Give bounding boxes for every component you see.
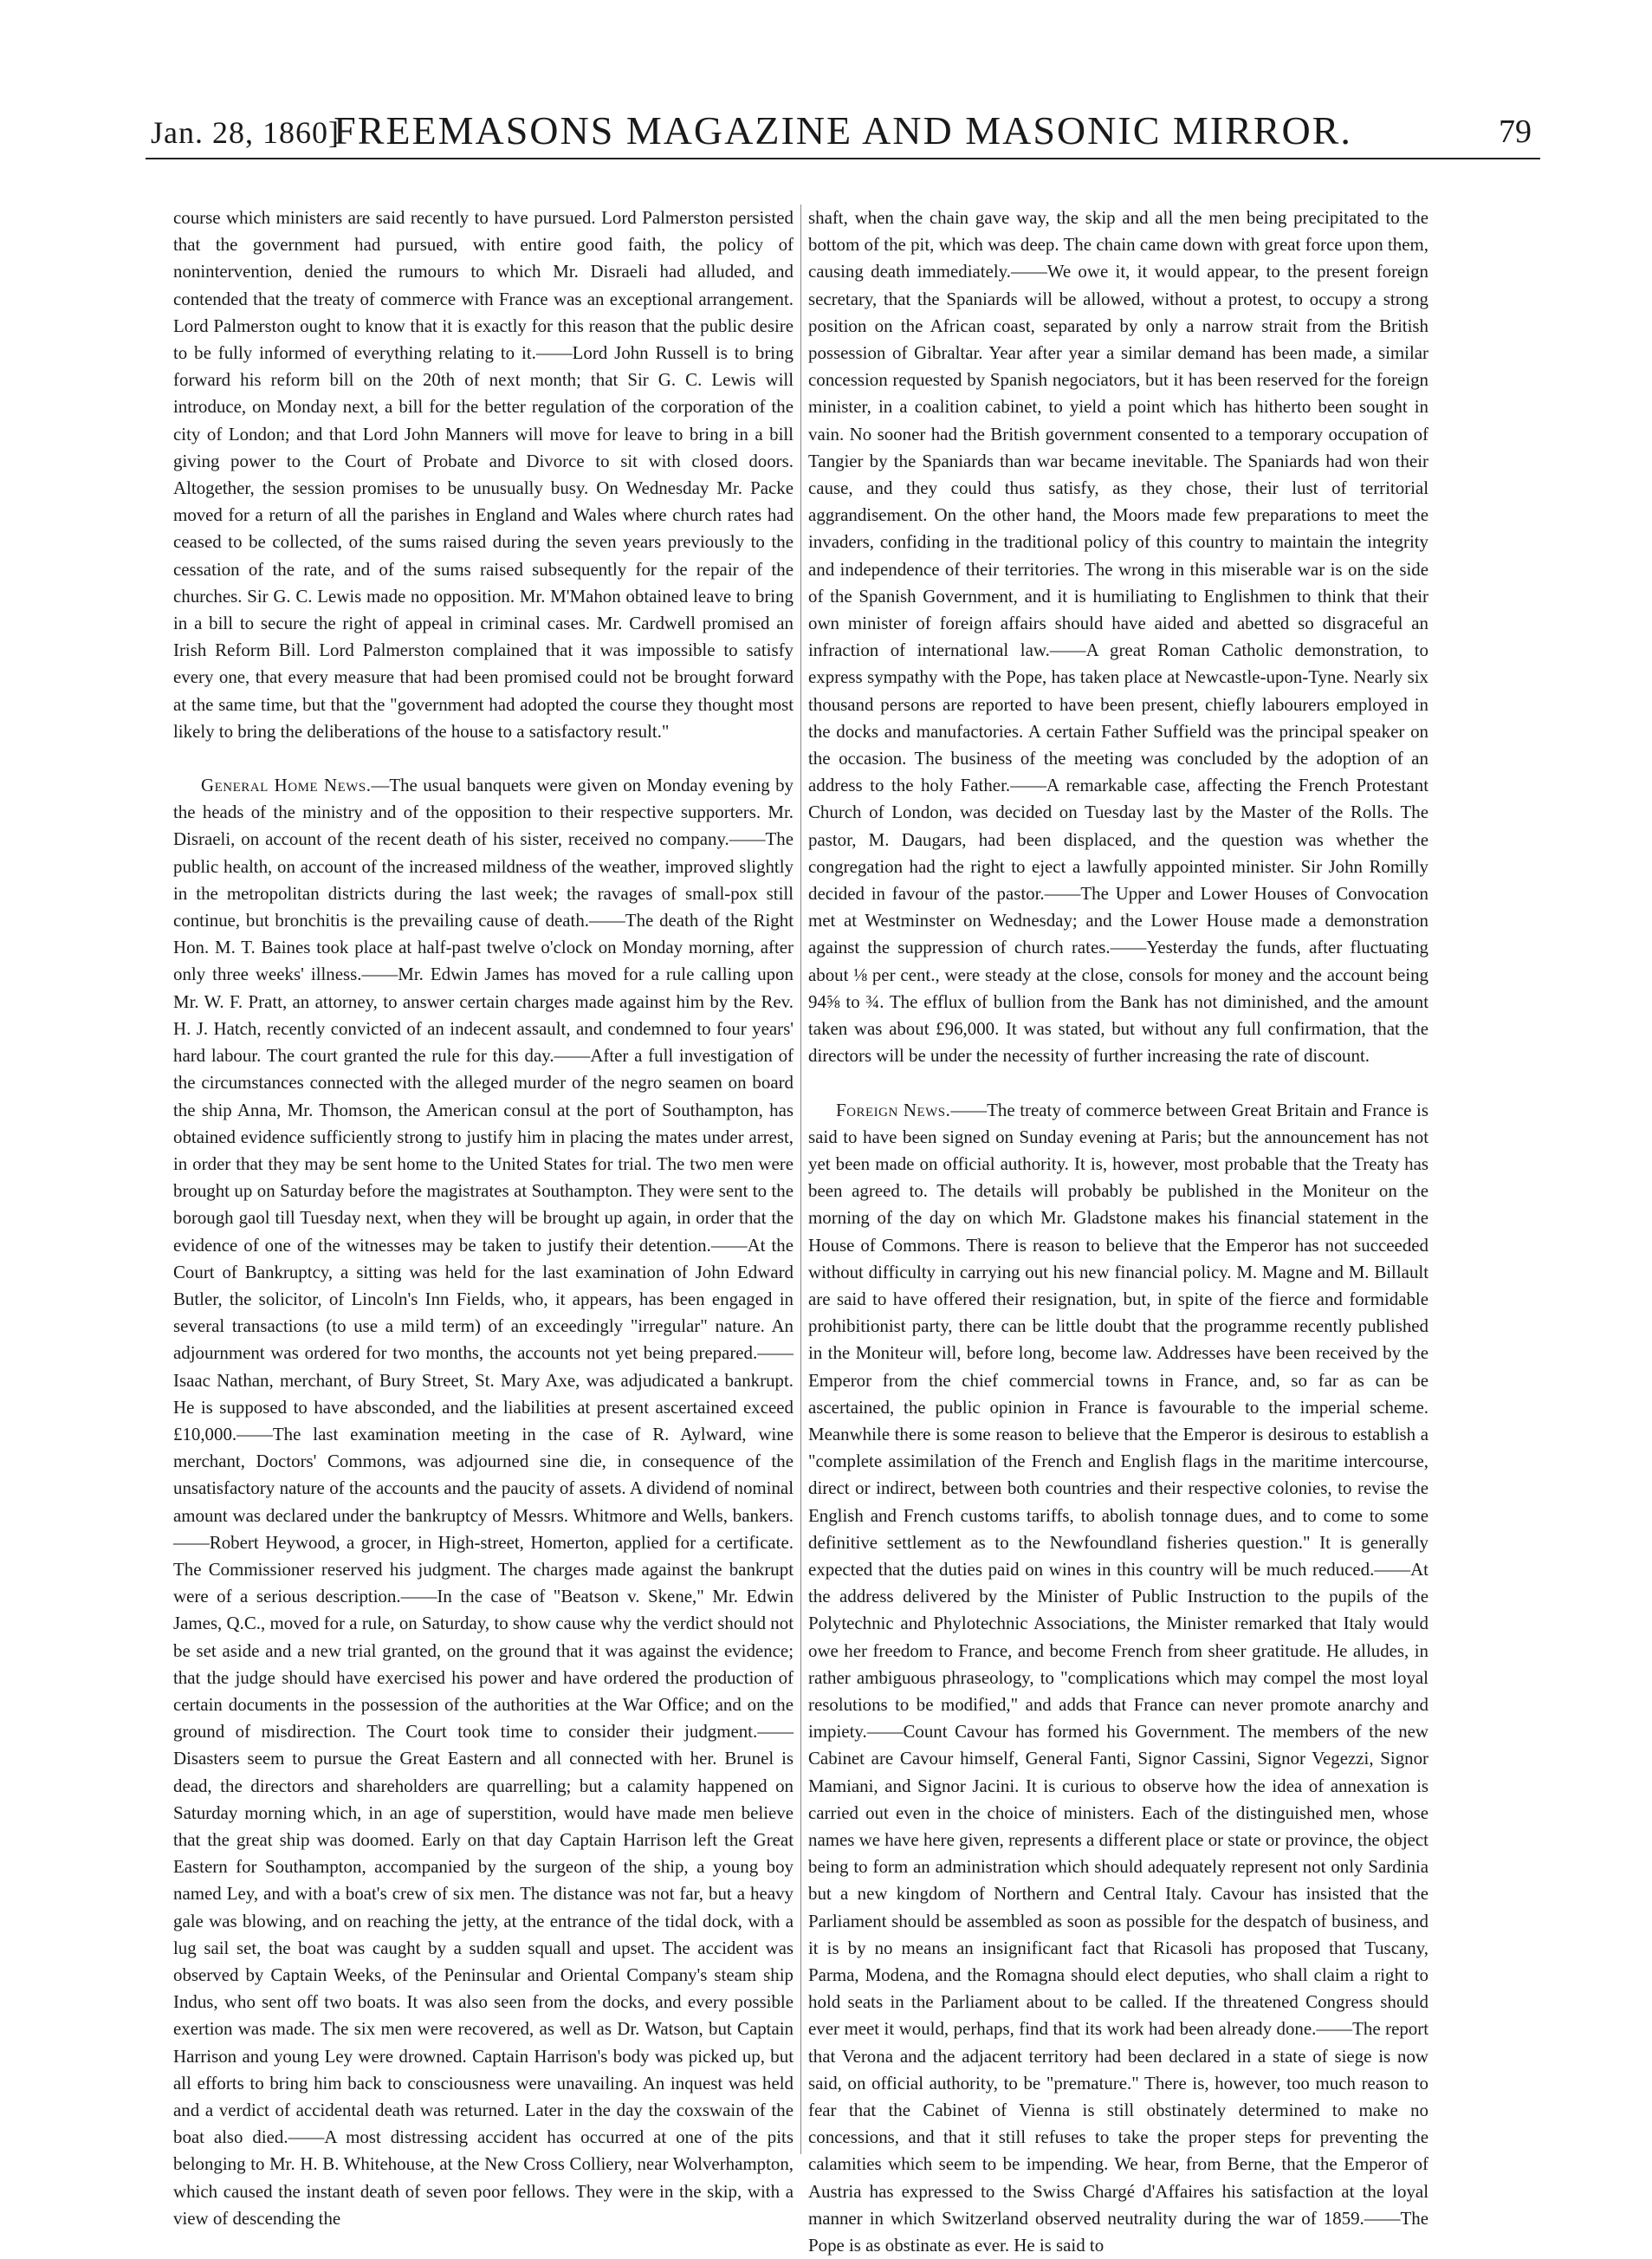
issue-date: Jan. 28, 1860] bbox=[151, 114, 340, 151]
home-news-text: —The usual banquets were given on Monday evening by the heads of the ministry and of the opposition to their respective supporters. Mr. Disraeli, on account of the recent death of his sister, received no company.——The public health, on account of the increased mildness of the weather, improved slightly in the metropolitan districts during the last week; the ravages of small-pox still continue, but bronchitis is the prevailing cause of death.——The death of the Right Hon. M. T. Baines took place at half-past twelve o'clock on Monday morning, after only three weeks' illness.——Mr. Edwin James has moved for a rule calling upon Mr. W. F. Pratt, an attorney, to answer certain charges made against him by the Rev. H. J. Hatch, recently convicted of an indecent assault, and condemned to four years' hard labour. The court granted the rule for this day.——After a full investigation of the circumstances connected with the alleged murder of the negro seamen on board the ship Anna, Mr. Thomson, the American consul at the port of Southampton, has obtained evidence sufficiently strong to justify him in placing the mates under arrest, in order that they may be sent home to the United States for trial. The two men were brought up on Saturday before the magistrates at Southampton. They were sent to the borough gaol till Tuesday next, when they will be brought up again, in order that the evidence of one of the witnesses may be taken to justify their detention.——At the Court of Bankruptcy, a sitting was held for the last examination of John Edward Butler, the solicitor, of Lincoln's Inn Fields, who, it appears, has been engaged in several transactions (to use a mild term) of an exceedingly "irregular" nature. An adjournment was ordered for two months, the accounts not yet being prepared.——Isaac Nathan, merchant, of Bury Street, St. Mary Axe, was adjudicated a bankrupt. He is supposed to have absconded, and the liabilities at present ascertained exceed £10,000.——The last examination meeting in the case of R. Aylward, wine merchant, Doctors' Commons, was adjourned sine die, in consequence of the unsatisfactory nature of the accounts and the paucity of assets. A dividend of nominal amount was declared under the bankruptcy of Messrs. Whitmore and Wells, bankers.——Robert Heywood, a grocer, in High-street, Homerton, applied for a certificate. The Commissioner reserved his judgment. The charges made against the bankrupt were of a serious description.——In the case of "Beatson v. Skene," Mr. Edwin James, Q.C., moved for a rule, on Saturday, to show cause why the verdict should not be set aside and a new trial granted, on the ground that it was against the evidence; that the judge should have exercised his power and have ordered the production of certain documents in the possession of the authorities at the War Office; and on the ground of misdirection. The Court took time to consider their judgment.——Disasters seem to pursue the Great Eastern and all connected with her. Brunel is dead, the directors and shareholders are quarrelling; but a calamity happened on Saturday morning which, in an age of superstition, would have made men believe that the great ship was doomed. Early on that day Captain Harrison left the Great Eastern for Southampton, accompanied by the surgeon of the ship, a young boy named Ley, and with a boat's crew of six men. The distance was not far, but a heavy gale was blowing, and on reaching the jetty, at the entrance of the tidal dock, with a lug sail set, the boat was caught by a sudden squall and upset. The accident was observed by Captain Weeks, of the Peninsular and Oriental Company's steam ship Indus, who sent off two boats. It was also seen from the docks, and every possible exertion was made. The six men were recovered, as well as Dr. Watson, but Captain Harrison and young Ley were drowned. Captain Harrison's body was picked up, but all efforts to bring him back to consciousness were unavailing. An inquest was held and a verdict of accidental death was returned. Later in the day the coxswain of the boat also died.——A most distressing accident has occurred at one of the pits belonging to Mr. H. B. Whitehouse, at the New Cross Colliery, near Wolverhampton, which caused the instant death of seven poor fellows. They were in the skip, with a view of descending the bbox=[173, 775, 794, 2229]
foreign-news-paragraph bbox=[808, 1097, 1428, 2259]
continued-paragraph: shaft, when the chain gave way, the skip and all the men being precipitated to the bottom of the pit, which was deep. The chain came down with great force upon them, causing death immediately.——We owe it, it would appear, to the present foreign secretary, that the Spaniards will be allowed, without a protest, to occupy a strong position on the African coast, separated by only a narrow strait from the British possession of Gibraltar. Year after year a similar demand has been made, a similar concession requested by Spanish negociators, but it has been reserved for the foreign minister, in a coalition cabinet, to yield a point which has hitherto been sought in vain. No sooner had the British government consented to a temporary occupation of Tangier by the Spaniards than war became inevitable. The Spaniards had won their cause, and they could thus satisfy, as they chose, their lust of territorial aggrandisement. On the other hand, the Moors made few preparations to meet the invaders, confiding in the traditional policy of this country to maintain the integrity and independence of their territories. The wrong in this miserable war is on the side of the Spanish Government, and it is humiliating to Englishmen to think that their own minister of foreign affairs should have aided and abetted so disgraceful an infraction of international law.——A great Roman Catholic demonstration, to express sympathy with the Pope, has taken place at Newcastle-upon-Tyne. Nearly six thousand persons are reported to have been present, chiefly labourers employed in the docks and manufactories. A certain Father Suffield was the principal speaker on the occasion. The business of the meeting was concluded by the adoption of an address to the holy Father.——A remarkable case, affecting the French Protestant Church of London, was decided on Tuesday last by the Master of the Rolls. The pastor, M. Daugars, had been displaced, and the question was whether the congregation had the right to eject a lawfully appointed minister. Sir John Romilly decided in favour of the pastor.——The Upper and Lower Houses of Convocation met at Westminster on Wednesday; and the Lower House made a demonstration against the suppression of church rates.——Yesterday the funds, after fluctuating about ⅛ per cent., were steady at the close, consols for money and the account being 94⅝ to ¾. The efflux of bullion from the Bank has not diminished, and the amount taken was about £96,000. It was stated, but without any full confirmation, that the directors will be under the necessity of further increasing the rate of discount. bbox=[808, 204, 1428, 1070]
foreign-news-text: ——The treaty of commerce between Great Britain and France is said to have been signed on Sunday evening at Paris; but the announcement has not yet been made on official authority. It is, however, most probable that the Treaty has been agreed to. The details will probably be published in the Moniteur on the morning of the day on which Mr. Gladstone makes his financial statement in the House of Commons. There is reason to believe that the Emperor has not succeeded without difficulty in carrying out his new financial policy. M. Magne and M. Billault are said to have offered their resignation, but, in spite of the fierce and formidable prohibitionist party, there can be little doubt that the programme recently published in the Moniteur will, before long, become law. Addresses have been received by the Emperor from the chief commercial towns in France, and, so far as can be ascertained, the public opinion in France is favourable to the imperial scheme. Meanwhile there is some reason to believe that the Emperor is desirous to establish a "complete assimilation of the French and English flags in the maritime intercourse, direct or indirect, between both countries and their respective colonies, to revise the English and French customs tariffs, to abolish tonnage dues, and to come to some definitive settlement as to the Newfoundland fisheries question." It is generally expected that the duties paid on wines in this country will be much reduced.——At the address delivered by the Minister of Public Instruction to the pupils of the Polytechnic and Phylotechnic Associations, the Minister remarked that Italy would owe her freedom to France, and become French from sheer gratitude. He alludes, in rather ambiguous phraseology, to "complications which may compel the most loyal resolutions to be modified," and adds that France can never promote anarchy and impiety.——Count Cavour has formed his Government. The members of the new Cabinet are Cavour himself, General Fanti, Signor Cassini, Signor Vegezzi, Signor Mamiani, and Signor Jacini. It is curious to observe how the idea of annexation is carried out even in the choice of ministers. Each of the distinguished men, whose names we have here given, represents a different place or state or province, the object being to form an administration which should adequately represent not only Sardinia but a new kingdom of Northern and Central Italy. Cavour has insisted that the Parliament should be assembled as soon as possible for the despatch of business, and it is by no means an insignificant fact that Ricasoli has proposed that Tuscany, Parma, Modena, and the Romagna should elect deputies, who shall claim a right to hold seats in the Parliament about to be called. If the threatened Congress should ever meet it would, perhaps, find that its work had been already done.——The report that Verona and the adjacent territory had been declared in a state of siege is now said, on official authority, to be "premature." There is, however, too much reason to fear that the Cabinet of Vienna is still obstinately determined to make no concessions, and that it still refuses to take the proper steps for preventing the calamities which seem to be impending. We hear, from Berne, that the Emperor of Austria has expressed to the Swiss Chargé d'Affaires his satisfaction at the loyal manner in which Switzerland observed neutrality during the war of 1859.——The Pope is as obstinate as ever. He is said to bbox=[808, 1100, 1428, 2256]
foreign-news-heading: Foreign News. bbox=[836, 1100, 950, 1120]
column-divider bbox=[800, 204, 801, 2154]
parliament-paragraph: course which ministers are said recently to have pursued. Lord Palmerston persisted that the government had pursued, with entire good faith, the policy of nonintervention, denied the rumours to which Mr. Disraeli had alluded, and contended that the treaty of commerce with France was an exceptional arrangement. Lord Palmerston ought to know that it is exactly for this reason that the public desire to be fully informed of everything relating to it.——Lord John Russell is to bring forward his reform bill on the 20th of next month; that Sir G. C. Lewis will introduce, on Monday next, a bill for the better regulation of the corporation of the city of London; and that Lord John Manners will move for leave to bring in a bill giving power to the Court of Probate and Divorce to sit with closed doors. Altogether, the session promises to be unusually busy. On Wednesday Mr. Packe moved for a return of all the parishes in England and Wales where church rates had ceased to be collected, of the sums raised during the seven years previously to the cessation of the rate, and of the sums raised subsequently for the repair of the churches. Sir G. C. Lewis made no opposition. Mr. M'Mahon obtained leave to bring in a bill to secure the right of appeal in criminal cases. Mr. Cardwell promised an Irish Reform Bill. Lord Palmerston complained that it was impossible to satisfy every one, that every measure that had been promised could not be brought forward at the same time, but that the "government had adopted the course they thought most likely to bring the deliberations of the house to a satisfactory result." bbox=[173, 204, 794, 745]
page-header bbox=[146, 102, 1540, 159]
masthead-title: FREEMASONS MAGAZINE AND MASONIC MIRROR. bbox=[146, 107, 1540, 153]
left-column bbox=[173, 204, 794, 2154]
right-column bbox=[808, 204, 1428, 2154]
page-number: 79 bbox=[1499, 113, 1532, 151]
home-news-heading: General Home News. bbox=[201, 775, 371, 795]
home-news-paragraph bbox=[173, 772, 794, 2232]
